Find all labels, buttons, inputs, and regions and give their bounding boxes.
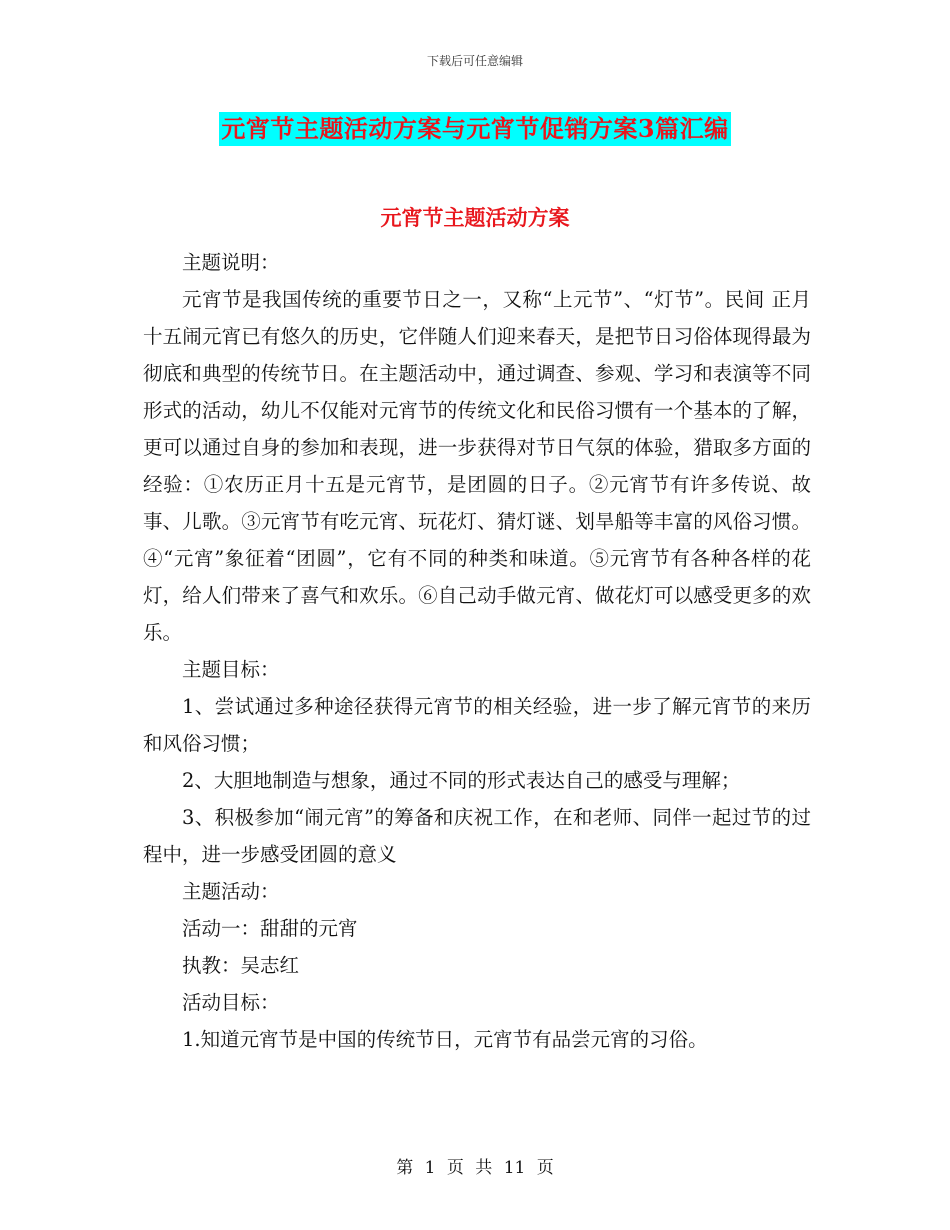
paragraph: 活动一：甜甜的元宵 xyxy=(182,917,358,940)
paragraph: 元宵节是我国传统的重要节日之一，又称“上元节”、“灯节”。民间 正月十五闹元宵已有悠久的历史，它伴随人们迎来春天，是把节日习俗体现得最为彻底和典型的传统节日。在主题活动中，通过调查、参观、学习和表演等不同形式的活动，幼儿不仅能对元宵节的传统文化和民俗习惯有一个基本的了解，更可以通过自身的参加和表现，进一步获得对节日气氛的体验，猎取多方面的经验：①农历正月十五是元宵节，是团圆的日子。②元宵节有许多传说、故事、儿歌。③元宵节有吃元宵、玩花灯、猜灯谜、划旱船等丰富的风俗习惯。④“元宵”象征着“团圆”，它有不同的种类和味道。⑤元宵节有各种各样的花灯，给人们带来了喜气和欢乐。⑥自己动手做元宵、做花灯可以感受更多的欢乐。 xyxy=(143,288,811,644)
document-body xyxy=(143,244,811,1058)
section-title: 元宵节主题活动方案 xyxy=(380,205,570,230)
document-title-container xyxy=(0,112,950,146)
paragraph: 主题活动： xyxy=(182,880,280,903)
document-title: 元宵节主题活动方案与元宵节促销方案3篇汇编 xyxy=(219,112,730,146)
paragraph: 主题说明： xyxy=(182,251,280,274)
paragraph: 活动目标： xyxy=(182,991,280,1014)
paragraph: 3、积极参加“闹元宵”的筹备和庆祝工作，在和老师、同伴一起过节的过程中，进一步感受团圆的意义 xyxy=(143,806,811,866)
paragraph: 主题目标： xyxy=(182,658,280,681)
paragraph: 2、大胆地制造与想象，通过不同的形式表达自己的感受与理解； xyxy=(182,769,741,792)
page-header-note: 下载后可任意编辑 xyxy=(426,54,523,68)
paragraph: 1、尝试通过多种途径获得元宵节的相关经验，进一步了解元宵节的来历和风俗习惯； xyxy=(143,695,811,755)
page-footer: 第 1 页 共 11 页 xyxy=(396,1158,554,1178)
paragraph: 执教：吴志红 xyxy=(182,954,300,977)
paragraph: 1.知道元宵节是中国的传统节日，元宵节有品尝元宵的习俗。 xyxy=(182,1028,708,1051)
